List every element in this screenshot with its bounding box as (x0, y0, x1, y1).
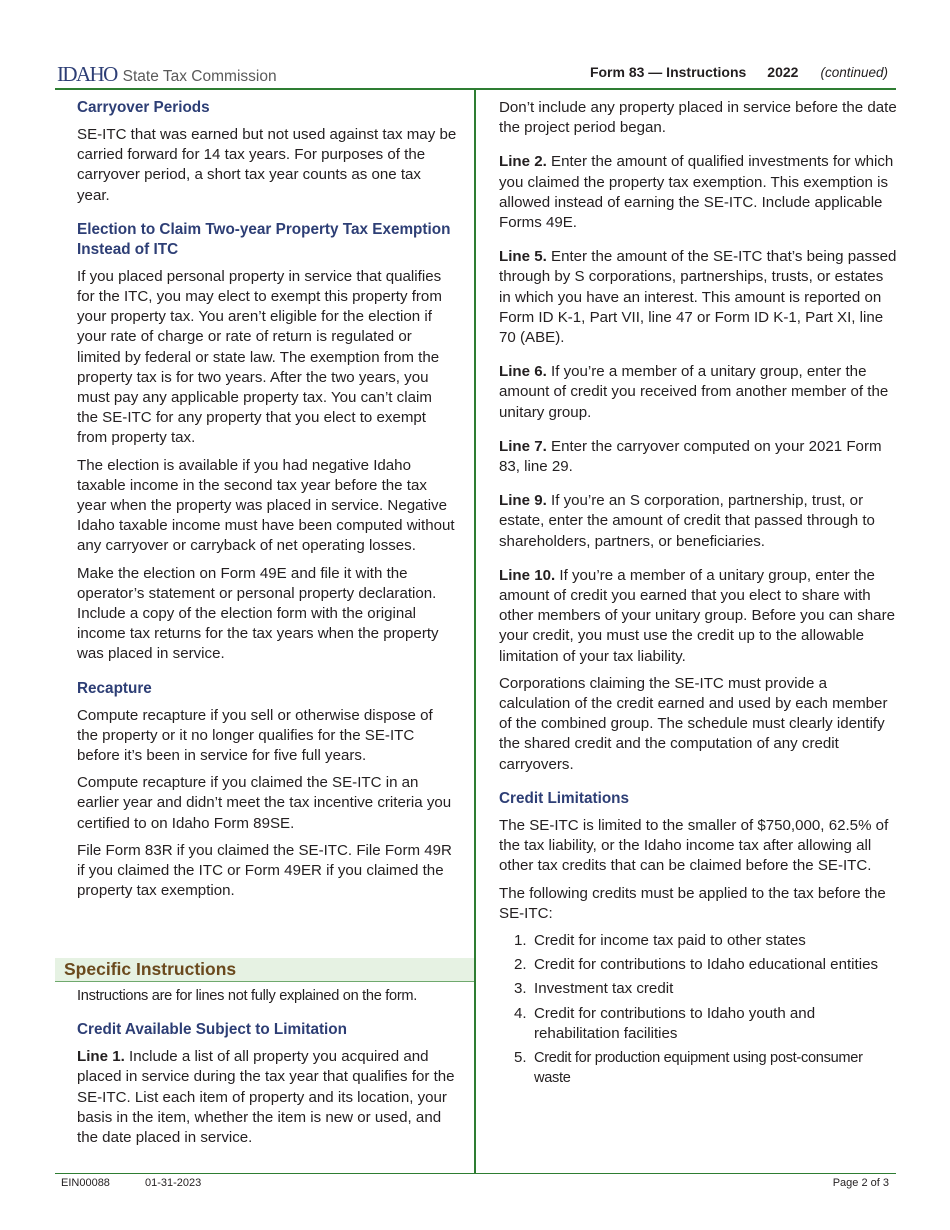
footer-date: 01-31-2023 (145, 1177, 202, 1189)
credit-available-heading: Credit Available Subject to Limitation (77, 1021, 347, 1039)
line10-text: If you’re a member of a unitary group, enter the amount of credit you earned that you elect to share with other members of your unitary group. Before you can share your credit, you must use the credit up to the allowable limitation of your tax liability. (499, 566, 895, 665)
corporations-paragraph: Corporations claiming the SE-ITC must provide a calculation of the credit earned and used by each member of the combined group. The schedule must clearly identify the shared credit and the computation of any credit carryovers. (499, 674, 888, 773)
footer-page-number: Page 2 of 3 (832, 1177, 889, 1189)
credit-limitations-heading: Credit Limitations (499, 789, 630, 807)
form-title: Form 83 — Instructions (589, 64, 747, 80)
line7-label: Line 7. (499, 437, 547, 455)
line2-label: Line 2. (499, 153, 547, 171)
list-item: 3. Investment tax credit (514, 980, 674, 998)
continued-paragraph: Don’t include any property placed in service before the date the project period began. (499, 99, 897, 137)
line10-paragraph (499, 566, 899, 667)
footer-rule (55, 1173, 896, 1174)
credits-list (499, 931, 899, 1088)
page-header (0, 0, 950, 90)
line1-text: Include a list of all property you acquired and placed in service during the tax year that qualifies for the SE-ITC. List each item of property and its location, your basis in the item, whether the item is new or used, and the date placed in service. (77, 1048, 455, 1147)
carryover-heading: Carryover Periods (77, 99, 210, 116)
form-header-info (590, 64, 888, 80)
limitations-paragraph-1: The SE-ITC is limited to the smaller of $750,000, 62.5% of the tax liability, or the Idaho income tax after allowing all other tax credits that can be claimed before the SE-ITC. (499, 816, 889, 875)
list-item: 1. Credit for income tax paid to other states (514, 931, 806, 949)
line2-paragraph (499, 152, 899, 233)
left-column (77, 98, 457, 909)
line9-paragraph (499, 491, 899, 552)
left-column-lower (77, 986, 457, 1155)
recapture-paragraph-2: Compute recapture if you claimed the SE-ITC in an earlier year and didn’t meet the tax incentive criteria you certified to on Idaho Form 89SE. (77, 774, 452, 832)
line1-paragraph (77, 1047, 457, 1148)
line7-paragraph (499, 437, 899, 477)
line5-text: Enter the amount of the SE-ITC that’s being passed through by S corporations, partnerships, trusts, or estates in which you have an interest. This amount is reported on Form ID K-1, Part VII, line 47 or Form ID K-1, Part XI, line 70 (ABE). (499, 248, 897, 347)
continued-label: (continued) (820, 65, 888, 80)
form-year: 2022 (767, 64, 799, 80)
list-item: 2. Credit for contributions to Idaho educational entities (514, 956, 879, 974)
line5-label: Line 5. (499, 248, 547, 266)
recapture-paragraph-1: Compute recapture if you sell or otherwise dispose of the property or it no longer qualifies for the SE-ITC before it’s been in service for five full years. (77, 706, 433, 765)
election-paragraph-2: The election is available if you had negative Idaho taxable income in the second tax year before the tax year when the property was placed in service. Negative Idaho taxable income must have been computed without any carryover or carryback of net operating losses. (77, 456, 455, 555)
list-item: 5. Credit for production equipment using post-consumer waste (514, 1048, 863, 1087)
footer-code: EIN00088 (61, 1177, 110, 1189)
right-column (499, 98, 899, 1092)
limitations-paragraph-2: The following credits must be applied to the tax before the SE-ITC: (499, 884, 886, 922)
line7-text: Enter the carryover computed on your 2021 Form 83, line 29. (499, 437, 882, 476)
list-item: 4. Credit for contributions to Idaho youth and rehabilitation facilities (514, 1004, 816, 1042)
idaho-logo-mark: IDAHO (57, 62, 117, 86)
line6-paragraph (499, 362, 899, 423)
election-paragraph-3: Make the election on Form 49E and file it with the operator’s statement or personal property declaration. Include a copy of the election form with the original income tax returns for the tax years when the property was placed in service. (77, 564, 439, 663)
line10-label: Line 10. (499, 566, 556, 584)
line9-label: Line 9. (499, 492, 547, 510)
idaho-logo (57, 62, 277, 86)
election-paragraph-1: If you placed personal property in service that qualifies for the ITC, you may elect to exempt this property from your property tax. You aren’t eligible for the election if your rate of charge or rate of return is regulated or limited by federal or state law. The exemption from the property tax is for two years. After the two years, you must pay any applicable property tax. You can’t claim the SE-ITC for any property that you elect to exempt from property tax. (77, 267, 442, 447)
line2-text: Enter the amount of qualified investments for which you claimed the property tax exemption. This exemption is allowed instead of earning the SE-ITC. Include applicable Forms 49E. (499, 153, 894, 232)
line9-text: If you’re an S corporation, partnership, trust, or estate, enter the amount of credit that passed through to shareholders, partners, or beneficiaries. (499, 492, 875, 550)
line6-text: If you’re a member of a unitary group, enter the amount of credit you received from another member of the unitary group. (499, 363, 889, 421)
line1-label: Line 1. (77, 1048, 125, 1066)
specific-instructions-heading: Specific Instructions (64, 959, 237, 979)
election-heading: Election to Claim Two-year Property Tax Exemption Instead of ITC (77, 220, 451, 258)
line6-label: Line 6. (499, 363, 547, 381)
recapture-heading: Recapture (77, 679, 152, 697)
specific-instructions-bar (55, 958, 474, 982)
specific-instructions-paragraph: Instructions are for lines not fully explained on the form. (77, 988, 418, 1004)
line5-paragraph (499, 247, 899, 348)
logo-text: State Tax Commission (122, 68, 277, 85)
carryover-paragraph: SE-ITC that was earned but not used against tax may be carried forward for 14 tax years. For purposes of the carryover period, a short tax year counts as one tax year. (77, 126, 457, 204)
column-divider (474, 89, 476, 1174)
recapture-paragraph-3: File Form 83R if you claimed the SE-ITC. File Form 49R if you claimed the ITC or Form 49ER if you claimed the property tax exemption. (77, 841, 452, 900)
